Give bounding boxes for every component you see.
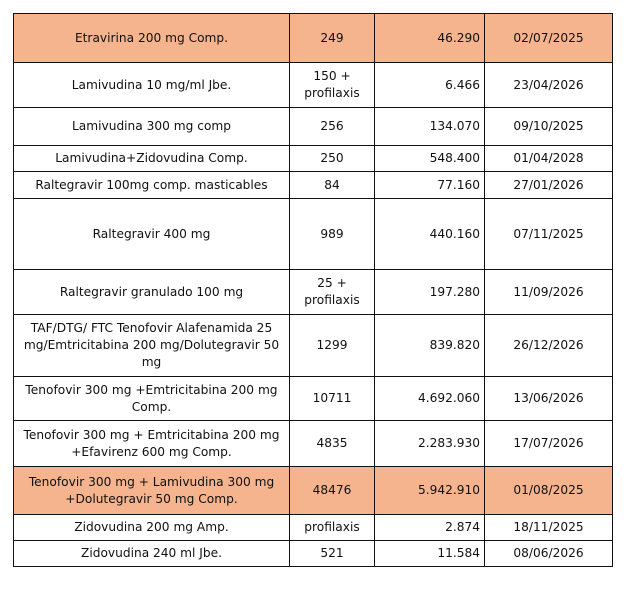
drug-name-cell: TAF/DTG/ FTC Tenofovir Alafenamida 25 mg/Emtricitabina 200 mg/Dolutegravir 50 mg [14,315,290,377]
date-cell: 18/11/2025 [485,515,613,541]
drug-name-cell: Tenofovir 300 mg +Emtricitabina 200 mg Comp. [14,377,290,421]
table-row [14,199,613,270]
drug-name-cell: Zidovudina 200 mg Amp. [14,515,290,541]
table-row [14,515,613,541]
date-cell: 01/08/2025 [485,467,613,515]
drug-name-cell: Tenofovir 300 mg + Lamivudina 300 mg +Dolutegravir 50 mg Comp. [14,467,290,515]
amount-cell: 134.070 [375,108,485,146]
table-row [14,377,613,421]
table-row [14,467,613,515]
date-cell: 07/11/2025 [485,199,613,270]
date-cell: 27/01/2026 [485,172,613,199]
table-row [14,63,613,108]
amount-cell: 11.584 [375,541,485,567]
amount-cell: 4.692.060 [375,377,485,421]
date-cell: 08/06/2026 [485,541,613,567]
table-row [14,270,613,315]
quantity-cell: 521 [290,541,375,567]
drug-name-cell: Etravirina 200 mg Comp. [14,14,290,63]
table-row [14,172,613,199]
amount-cell: 6.466 [375,63,485,108]
quantity-cell: profilaxis [290,515,375,541]
quantity-cell: 989 [290,199,375,270]
quantity-cell: 25 + profilaxis [290,270,375,315]
amount-cell: 197.280 [375,270,485,315]
date-cell: 11/09/2026 [485,270,613,315]
medication-table [13,13,613,567]
quantity-cell: 256 [290,108,375,146]
drug-name-cell: Lamivudina 10 mg/ml Jbe. [14,63,290,108]
date-cell: 13/06/2026 [485,377,613,421]
date-cell: 02/07/2025 [485,14,613,63]
amount-cell: 440.160 [375,199,485,270]
drug-name-cell: Raltegravir granulado 100 mg [14,270,290,315]
drug-name-cell: Raltegravir 400 mg [14,199,290,270]
amount-cell: 77.160 [375,172,485,199]
date-cell: 01/04/2028 [485,146,613,172]
quantity-cell: 84 [290,172,375,199]
quantity-cell: 48476 [290,467,375,515]
drug-name-cell: Lamivudina+Zidovudina Comp. [14,146,290,172]
drug-name-cell: Lamivudina 300 mg comp [14,108,290,146]
quantity-cell: 250 [290,146,375,172]
quantity-cell: 150 + profilaxis [290,63,375,108]
table-row [14,315,613,377]
table-row [14,14,613,63]
quantity-cell: 4835 [290,421,375,467]
quantity-cell: 10711 [290,377,375,421]
date-cell: 26/12/2026 [485,315,613,377]
drug-name-cell: Raltegravir 100mg comp. masticables [14,172,290,199]
quantity-cell: 249 [290,14,375,63]
date-cell: 23/04/2026 [485,63,613,108]
date-cell: 09/10/2025 [485,108,613,146]
amount-cell: 839.820 [375,315,485,377]
amount-cell: 2.874 [375,515,485,541]
amount-cell: 5.942.910 [375,467,485,515]
drug-name-cell: Zidovudina 240 ml Jbe. [14,541,290,567]
amount-cell: 2.283.930 [375,421,485,467]
date-cell: 17/07/2026 [485,421,613,467]
table-row [14,541,613,567]
table-row [14,146,613,172]
table-row [14,108,613,146]
quantity-cell: 1299 [290,315,375,377]
drug-name-cell: Tenofovir 300 mg + Emtricitabina 200 mg +Efavirenz 600 mg Comp. [14,421,290,467]
table-row [14,421,613,467]
amount-cell: 548.400 [375,146,485,172]
amount-cell: 46.290 [375,14,485,63]
